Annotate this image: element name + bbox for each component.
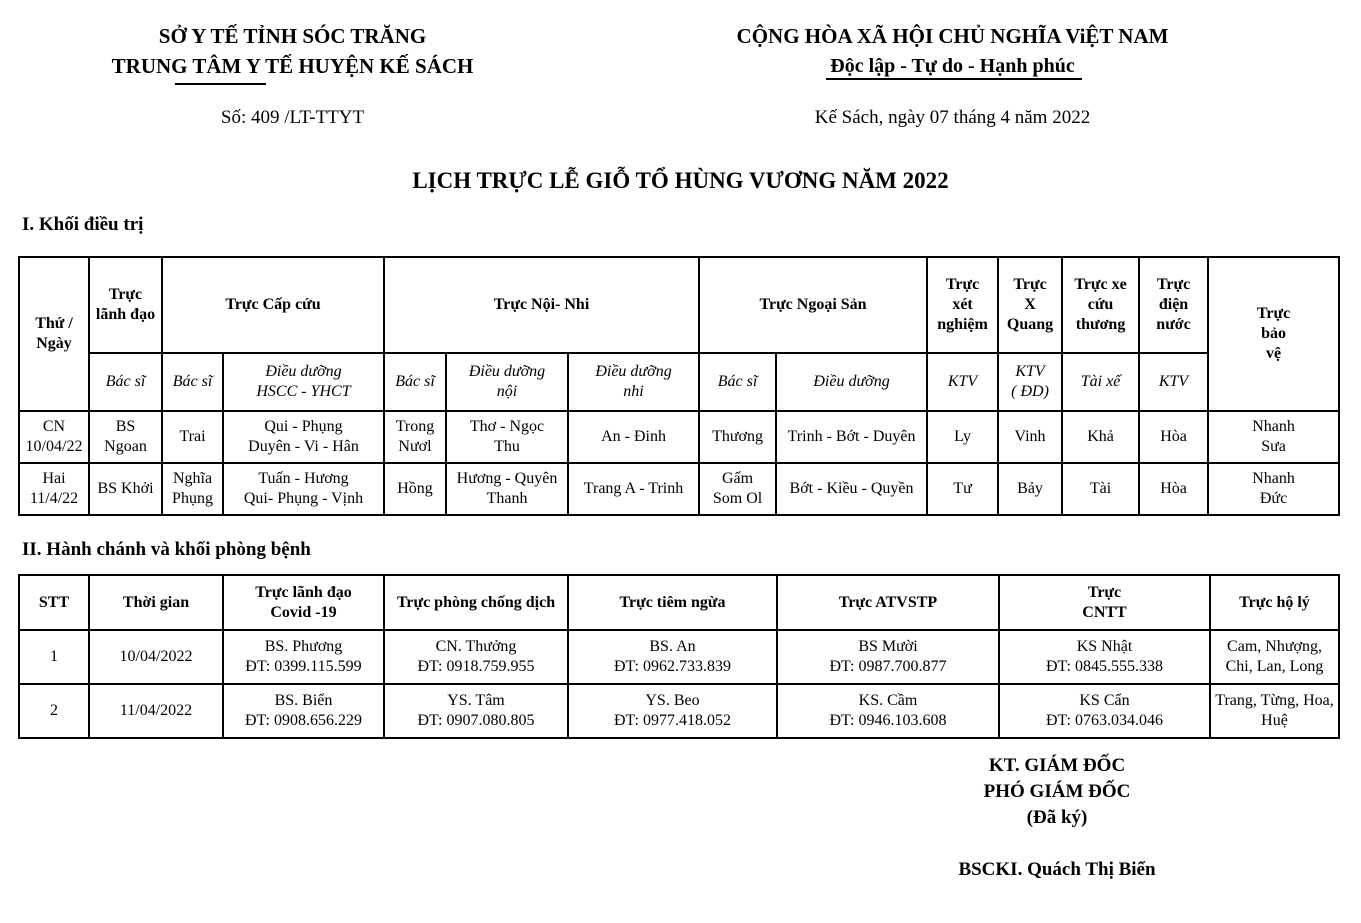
cell-phong-chong-dich: YS. Tâm ĐT: 0907.080.805 xyxy=(384,684,568,738)
cell-ho-ly: Cam, Nhượng, Chi, Lan, Long xyxy=(1210,630,1339,684)
sub-nn-dd-noi: Điều dưỡng nội xyxy=(446,353,568,411)
sub-tai-xe: Tài xế xyxy=(1062,353,1139,411)
col-cap-cuu: Trực Cấp cứu xyxy=(162,257,384,353)
col-dien-nuoc: Trực điện nước xyxy=(1139,257,1208,353)
cell-dien-nuoc: Hòa xyxy=(1139,463,1208,515)
issuing-department: SỞ Y TẾ TỈNH SÓC TRĂNG xyxy=(158,24,427,48)
cell-lanh-dao: BS Ngoan xyxy=(89,411,162,463)
cell-nn-dd-noi: Thơ - Ngọc Thu xyxy=(446,411,568,463)
cell-xet-nghiem: Tư xyxy=(927,463,998,515)
cell-ns-bacsi: Gấm Som Ol xyxy=(699,463,776,515)
col-xe-cuu-thuong: Trực xe cứu thương xyxy=(1062,257,1139,353)
sub-nn-dd-nhi: Điều dưỡng nhi xyxy=(568,353,699,411)
col-cntt: Trực CNTT xyxy=(999,575,1210,630)
header-row xyxy=(19,575,1339,630)
cell-x-quang: Vinh xyxy=(998,411,1062,463)
section-1-heading: I. Khối điều trị xyxy=(22,214,144,235)
sub-ns-bacsi: Bác sĩ xyxy=(699,353,776,411)
cell-cc-bacsi: Nghĩa Phụng xyxy=(162,463,223,515)
sub-x-quang-ktv: KTV ( ĐD) xyxy=(998,353,1062,411)
col-x-quang: Trực X Quang xyxy=(998,257,1062,353)
cell-bao-ve: Nhanh Sưa xyxy=(1208,411,1339,463)
col-ho-ly: Trực hộ lý xyxy=(1210,575,1339,630)
col-thoi-gian: Thời gian xyxy=(89,575,223,630)
cell-stt: 1 xyxy=(19,630,89,684)
sub-ns-dieuduong: Điều dưỡng xyxy=(776,353,927,411)
admin-duty-table xyxy=(18,574,1340,739)
col-xet-nghiem: Trực xét nghiệm xyxy=(927,257,998,353)
cell-ns-dieuduong: Bớt - Kiều - Quyền xyxy=(776,463,927,515)
table-row xyxy=(19,463,1339,515)
col-stt: STT xyxy=(19,575,89,630)
col-lanh-dao-covid: Trực lãnh đạo Covid -19 xyxy=(223,575,384,630)
sub-lanh-dao-bacsi: Bác sĩ xyxy=(89,353,162,411)
treatment-duty-table xyxy=(18,256,1340,516)
sub-cc-dieuduong: Điều dưỡng HSCC - YHCT xyxy=(223,353,384,411)
col-atvstp: Trực ATVSTP xyxy=(777,575,999,630)
motto-underline-divider xyxy=(826,78,1082,80)
cell-xe: Tài xyxy=(1062,463,1139,515)
cell-cc-bacsi: Trai xyxy=(162,411,223,463)
signatory-name: BSCKI. Quách Thị Biển xyxy=(958,859,1156,880)
col-lanh-dao: Trực lãnh đạo xyxy=(89,257,162,353)
cell-nn-dd-nhi: Trang A - Trinh xyxy=(568,463,699,515)
cell-nn-bacsi: Trong Nươl xyxy=(384,411,446,463)
national-motto: Độc lập - Tự do - Hạnh phúc xyxy=(830,55,1075,77)
cell-bao-ve: Nhanh Đức xyxy=(1208,463,1339,515)
cell-ns-dieuduong: Trinh - Bớt - Duyên xyxy=(776,411,927,463)
col-phong-chong-dich: Trực phòng chống dịch xyxy=(384,575,568,630)
table-row xyxy=(19,684,1339,738)
table-row xyxy=(19,630,1339,684)
cell-tiem-ngua: BS. An ĐT: 0962.733.839 xyxy=(568,630,777,684)
cell-lanh-dao-covid: BS. Phương ĐT: 0399.115.599 xyxy=(223,630,384,684)
cell-thoi-gian: 11/04/2022 xyxy=(89,684,223,738)
sub-dien-nuoc-ktv: KTV xyxy=(1139,353,1208,411)
cell-nn-dd-nhi: An - Đinh xyxy=(568,411,699,463)
cell-phong-chong-dich: CN. Thưởng ĐT: 0918.759.955 xyxy=(384,630,568,684)
document-number: Số: 409 /LT-TTYT xyxy=(220,107,365,128)
cell-xet-nghiem: Ly xyxy=(927,411,998,463)
subheader-row xyxy=(19,353,1339,411)
signature-title-1: KT. GIÁM ĐỐC xyxy=(988,755,1126,776)
sub-xet-nghiem-ktv: KTV xyxy=(927,353,998,411)
cell-nn-dd-noi: Hương - Quyên Thanh xyxy=(446,463,568,515)
cell-thoi-gian: 10/04/2022 xyxy=(89,630,223,684)
cell-nn-bacsi: Hồng xyxy=(384,463,446,515)
cell-atvstp: BS Mười ĐT: 0987.700.877 xyxy=(777,630,999,684)
org-underline-divider xyxy=(175,83,266,85)
cell-day: CN 10/04/22 xyxy=(19,411,89,463)
national-title: CỘNG HÒA XÃ HỘI CHỦ NGHĨA ViỆT NAM xyxy=(736,24,1169,48)
cell-ns-bacsi: Thương xyxy=(699,411,776,463)
cell-ho-ly: Trang, Từng, Hoa, Huệ xyxy=(1210,684,1339,738)
table-row xyxy=(19,411,1339,463)
issuing-organization: TRUNG TÂM Y TẾ HUYỆN KẾ SÁCH xyxy=(111,54,474,78)
cell-day: Hai 11/4/22 xyxy=(19,463,89,515)
cell-dien-nuoc: Hòa xyxy=(1139,411,1208,463)
cell-cntt: KS Cẩn ĐT: 0763.034.046 xyxy=(999,684,1210,738)
cell-xe: Khả xyxy=(1062,411,1139,463)
section-2-heading: II. Hành chánh và khối phòng bệnh xyxy=(22,539,311,560)
cell-cc-dieuduong: Tuấn - Hương Qui- Phụng - Vịnh xyxy=(223,463,384,515)
sub-cc-bacsi: Bác sĩ xyxy=(162,353,223,411)
col-tiem-ngua: Trực tiêm ngừa xyxy=(568,575,777,630)
cell-atvstp: KS. Cầm ĐT: 0946.103.608 xyxy=(777,684,999,738)
cell-lanh-dao: BS Khởi xyxy=(89,463,162,515)
header-row xyxy=(19,257,1339,353)
col-thu-ngay: Thứ / Ngày xyxy=(19,257,89,411)
col-bao-ve: Trực bảo vệ xyxy=(1208,257,1339,411)
document-title: LỊCH TRỰC LỄ GIỖ TỔ HÙNG VƯƠNG NĂM 2022 xyxy=(412,168,949,193)
cell-cntt: KS Nhật ĐT: 0845.555.338 xyxy=(999,630,1210,684)
col-ngoai-san: Trực Ngoại Sản xyxy=(699,257,927,353)
col-noi-nhi: Trực Nội- Nhi xyxy=(384,257,699,353)
cell-tiem-ngua: YS. Beo ĐT: 0977.418.052 xyxy=(568,684,777,738)
signature-status: (Đã ký) xyxy=(1026,807,1088,828)
signature-title-2: PHÓ GIÁM ĐỐC xyxy=(983,781,1131,802)
sub-nn-bacsi: Bác sĩ xyxy=(384,353,446,411)
cell-x-quang: Bảy xyxy=(998,463,1062,515)
cell-stt: 2 xyxy=(19,684,89,738)
cell-lanh-dao-covid: BS. Biển ĐT: 0908.656.229 xyxy=(223,684,384,738)
cell-cc-dieuduong: Qui - Phụng Duyên - Vi - Hân xyxy=(223,411,384,463)
place-and-date: Kế Sách, ngày 07 tháng 4 năm 2022 xyxy=(814,107,1091,128)
